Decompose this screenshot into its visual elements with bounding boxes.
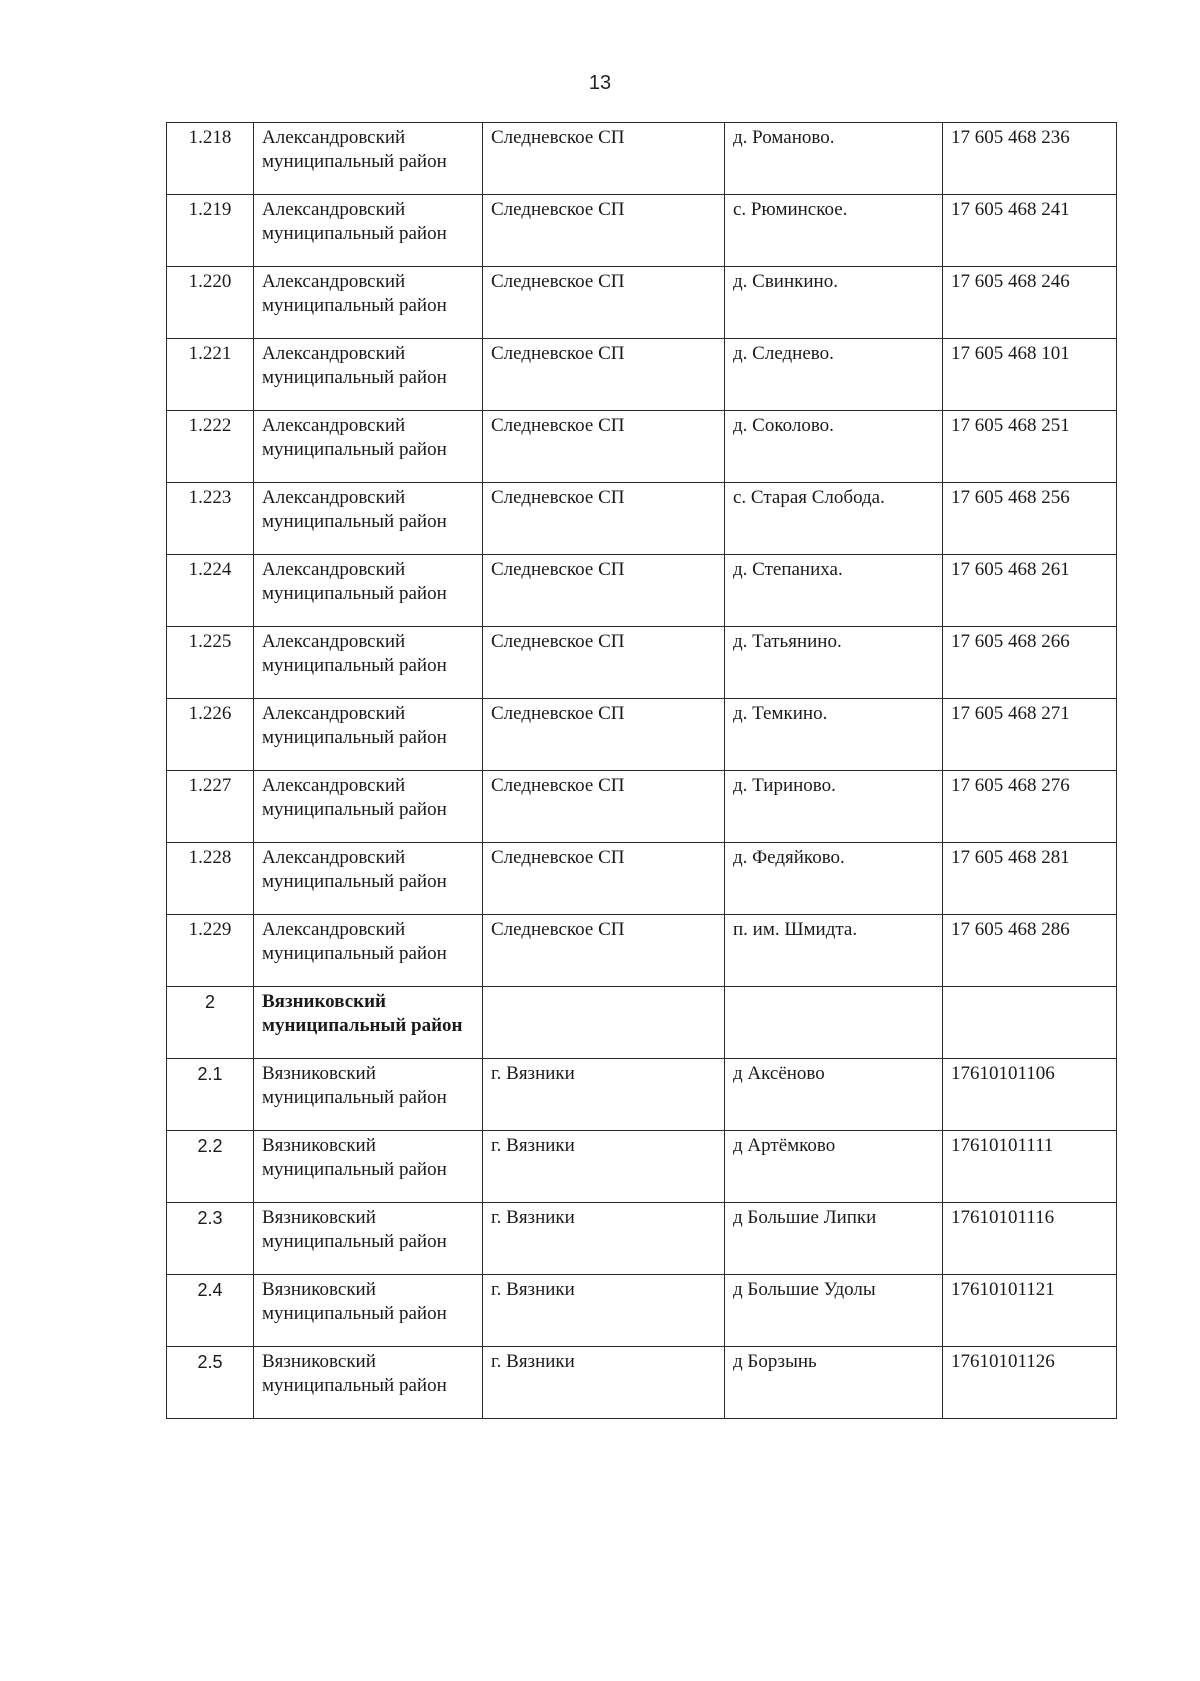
district-cell: Вязниковский муниципальный район: [254, 1059, 483, 1131]
settlement-cell: г. Вязники: [483, 1203, 725, 1275]
row-number-cell: 2.1: [167, 1059, 254, 1131]
table-row: [167, 195, 1117, 267]
registry-table: [166, 122, 1117, 1419]
table-row: [167, 1059, 1117, 1131]
district-cell: Александровский муниципальный район: [254, 627, 483, 699]
district-cell: Александровский муниципальный район: [254, 195, 483, 267]
locality-cell: д Борзынь: [725, 1347, 943, 1419]
row-number-cell: 1.223: [167, 483, 254, 555]
page-number: 13: [588, 72, 612, 94]
oktmo-code-cell: 17 605 468 236: [943, 123, 1117, 195]
settlement-cell: г. Вязники: [483, 1275, 725, 1347]
table-row: [167, 771, 1117, 843]
district-cell: Вязниковский муниципальный район: [254, 1131, 483, 1203]
row-number-cell: 2.3: [167, 1203, 254, 1275]
table-row: [167, 411, 1117, 483]
oktmo-code-cell: 17 605 468 266: [943, 627, 1117, 699]
settlement-cell: Следневское СП: [483, 267, 725, 339]
oktmo-code-cell: 17610101121: [943, 1275, 1117, 1347]
oktmo-code-cell: 17610101106: [943, 1059, 1117, 1131]
oktmo-code-cell: 17 605 468 246: [943, 267, 1117, 339]
row-number-cell: 1.227: [167, 771, 254, 843]
locality-cell: д Большие Липки: [725, 1203, 943, 1275]
table-row: [167, 1347, 1117, 1419]
locality-cell: п. им. Шмидта.: [725, 915, 943, 987]
settlement-cell: Следневское СП: [483, 195, 725, 267]
oktmo-code-cell: 17610101116: [943, 1203, 1117, 1275]
oktmo-code-cell: 17 605 468 241: [943, 195, 1117, 267]
oktmo-code-cell: 17610101111: [943, 1131, 1117, 1203]
locality-cell: [725, 987, 943, 1059]
table-row: [167, 915, 1117, 987]
table-row: [167, 267, 1117, 339]
oktmo-code-cell: 17 605 468 286: [943, 915, 1117, 987]
table-row: [167, 627, 1117, 699]
district-cell: Вязниковский муниципальный район: [254, 1203, 483, 1275]
district-cell: Александровский муниципальный район: [254, 339, 483, 411]
settlement-cell: Следневское СП: [483, 555, 725, 627]
settlement-cell: г. Вязники: [483, 1347, 725, 1419]
district-cell: Александровский муниципальный район: [254, 555, 483, 627]
locality-cell: с. Старая Слобода.: [725, 483, 943, 555]
locality-cell: д Большие Удолы: [725, 1275, 943, 1347]
district-cell: Александровский муниципальный район: [254, 123, 483, 195]
row-number-cell: 1.224: [167, 555, 254, 627]
settlement-cell: Следневское СП: [483, 339, 725, 411]
locality-cell: д. Свинкино.: [725, 267, 943, 339]
locality-cell: д Аксёново: [725, 1059, 943, 1131]
table-row: [167, 123, 1117, 195]
district-cell: Александровский муниципальный район: [254, 267, 483, 339]
oktmo-code-cell: 17 605 468 251: [943, 411, 1117, 483]
district-cell: Александровский муниципальный район: [254, 915, 483, 987]
row-number-cell: 2.5: [167, 1347, 254, 1419]
settlement-cell: Следневское СП: [483, 627, 725, 699]
settlement-cell: Следневское СП: [483, 771, 725, 843]
settlement-cell: Следневское СП: [483, 483, 725, 555]
row-number-cell: 2.2: [167, 1131, 254, 1203]
settlement-cell: г. Вязники: [483, 1059, 725, 1131]
oktmo-code-cell: 17 605 468 281: [943, 843, 1117, 915]
oktmo-code-cell: 17 605 468 271: [943, 699, 1117, 771]
settlement-cell: г. Вязники: [483, 1131, 725, 1203]
district-cell: Александровский муниципальный район: [254, 411, 483, 483]
district-cell: Александровский муниципальный район: [254, 699, 483, 771]
row-number-cell: 1.228: [167, 843, 254, 915]
table-row: [167, 1275, 1117, 1347]
locality-cell: д. Федяйково.: [725, 843, 943, 915]
district-cell: Александровский муниципальный район: [254, 843, 483, 915]
registry-table-body: [167, 123, 1117, 1419]
row-number-cell: 2: [167, 987, 254, 1059]
district-cell: Александровский муниципальный район: [254, 771, 483, 843]
row-number-cell: 1.229: [167, 915, 254, 987]
row-number-cell: 1.225: [167, 627, 254, 699]
locality-cell: д. Темкино.: [725, 699, 943, 771]
locality-cell: д. Следнево.: [725, 339, 943, 411]
locality-cell: д. Соколово.: [725, 411, 943, 483]
table-row: [167, 483, 1117, 555]
settlement-cell: Следневское СП: [483, 411, 725, 483]
row-number-cell: 1.226: [167, 699, 254, 771]
table-row: [167, 1203, 1117, 1275]
oktmo-code-cell: 17 605 468 256: [943, 483, 1117, 555]
settlement-cell: Следневское СП: [483, 699, 725, 771]
table-row: [167, 699, 1117, 771]
district-cell: Вязниковский муниципальный район: [254, 1275, 483, 1347]
oktmo-code-cell: 17610101126: [943, 1347, 1117, 1419]
oktmo-code-cell: 17 605 468 276: [943, 771, 1117, 843]
table-row: [167, 555, 1117, 627]
row-number-cell: 1.218: [167, 123, 254, 195]
oktmo-code-cell: 17 605 468 101: [943, 339, 1117, 411]
settlement-cell: Следневское СП: [483, 915, 725, 987]
settlement-cell: Следневское СП: [483, 123, 725, 195]
locality-cell: д. Татьянино.: [725, 627, 943, 699]
settlement-cell: [483, 987, 725, 1059]
locality-cell: с. Рюминское.: [725, 195, 943, 267]
oktmo-code-cell: 17 605 468 261: [943, 555, 1117, 627]
locality-cell: д. Романово.: [725, 123, 943, 195]
district-cell: Вязниковский муниципальный район: [254, 987, 483, 1059]
locality-cell: д. Степаниха.: [725, 555, 943, 627]
oktmo-code-cell: [943, 987, 1117, 1059]
row-number-cell: 1.220: [167, 267, 254, 339]
district-cell: Александровский муниципальный район: [254, 483, 483, 555]
settlement-cell: Следневское СП: [483, 843, 725, 915]
table-row: [167, 1131, 1117, 1203]
row-number-cell: 1.221: [167, 339, 254, 411]
district-cell: Вязниковский муниципальный район: [254, 1347, 483, 1419]
locality-cell: д Артёмково: [725, 1131, 943, 1203]
row-number-cell: 2.4: [167, 1275, 254, 1347]
table-row: [167, 987, 1117, 1059]
table-row: [167, 339, 1117, 411]
locality-cell: д. Тириново.: [725, 771, 943, 843]
row-number-cell: 1.219: [167, 195, 254, 267]
table-row: [167, 843, 1117, 915]
row-number-cell: 1.222: [167, 411, 254, 483]
